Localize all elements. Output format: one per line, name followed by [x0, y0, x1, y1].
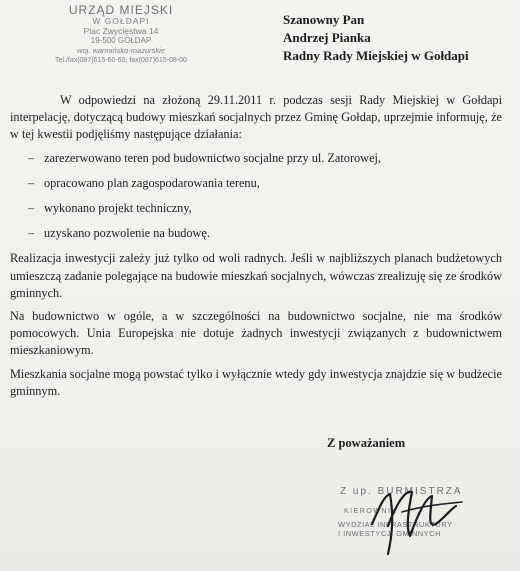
dash-marker: – — [28, 226, 35, 241]
list-item: – zarezerwowano teren pod budownictwo socjalne przy ul. Zatorowej, — [10, 150, 502, 167]
funding-paragraph: Realizacja inwestycji zależy już tylko od woli radnych. Jeśli w najbliższych planach budżetowych umieszczą zadanie polegające na budowie mieszkań socjalnych, wówczas zrealizuję się ze środków gminnych. — [10, 251, 502, 300]
handwritten-signature — [332, 466, 482, 566]
stamp-department: WYDZIAŁ INFRASTRUKTURY I INWESTYCJI GMINNYCH — [338, 520, 453, 538]
recipient-title: Radny Rady Miejskiej w Gołdapi — [283, 48, 469, 63]
intro-paragraph: W odpowiedzi na złożoną 29.11.2011 r. podczas sesji Rady Miejskiej w Gołdapi interpelację, dotyczącą budowy mieszkań socjalnych przez Gminę Gołdap, uprzejmie informuję, że w tej kwestii podjęliśmy następujące działania: — [10, 93, 502, 142]
stamp-on-behalf: Z up. BURMISTRZA — [340, 486, 463, 497]
office-header-stamp — [36, 4, 206, 66]
aid-paragraph: Na budownictwo w ogóle, a w szczególności na budownictwo socjalne, nie ma środków pomocowych. Unia Europejska nie dotuje żadnych inwestycji związanych z budownictwem mieszkaniowym. — [10, 309, 502, 358]
signature-stamp — [332, 478, 520, 570]
dash-marker: – — [28, 175, 35, 190]
list-item: – wykonano projekt techniczny, — [10, 200, 502, 217]
stamp-postcode: 19-500 GOŁDAP — [90, 36, 152, 45]
closing-greeting: Z poważaniem — [327, 436, 406, 450]
stamp-position: KIEROWNIK — [344, 508, 398, 515]
dash-marker: – — [28, 150, 35, 165]
recipient-name: Andrzej Pianka — [283, 30, 371, 45]
stamp-street: Plac Zwycięstwa 14 — [83, 26, 159, 36]
list-item: – opracowano plan zagospodarowania terenu, — [10, 175, 502, 192]
budget-paragraph: Mieszkania socjalne mogą powstać tylko i wyłącznie wtedy gdy inwestycja znajdzie się w budżecie gminnym. — [10, 366, 502, 398]
dash-marker: – — [28, 201, 35, 216]
recipient-salutation: Szanowny Pan — [283, 12, 365, 27]
stamp-phone: Tel./fax(087)615-60-60, fax(087)615-08-00 — [55, 57, 187, 64]
list-item: – uzyskano pozwolenie na budowę. — [10, 225, 502, 242]
actions-list — [10, 150, 502, 243]
letter-body — [10, 92, 502, 400]
stamp-office-name: URZĄD MIEJSKI — [68, 3, 174, 17]
recipient-block — [283, 11, 469, 65]
stamp-office-town: W GOŁDAPI — [92, 16, 150, 26]
stamp-voivodeship: woj. warmińsko-mazurskie — [77, 46, 165, 55]
